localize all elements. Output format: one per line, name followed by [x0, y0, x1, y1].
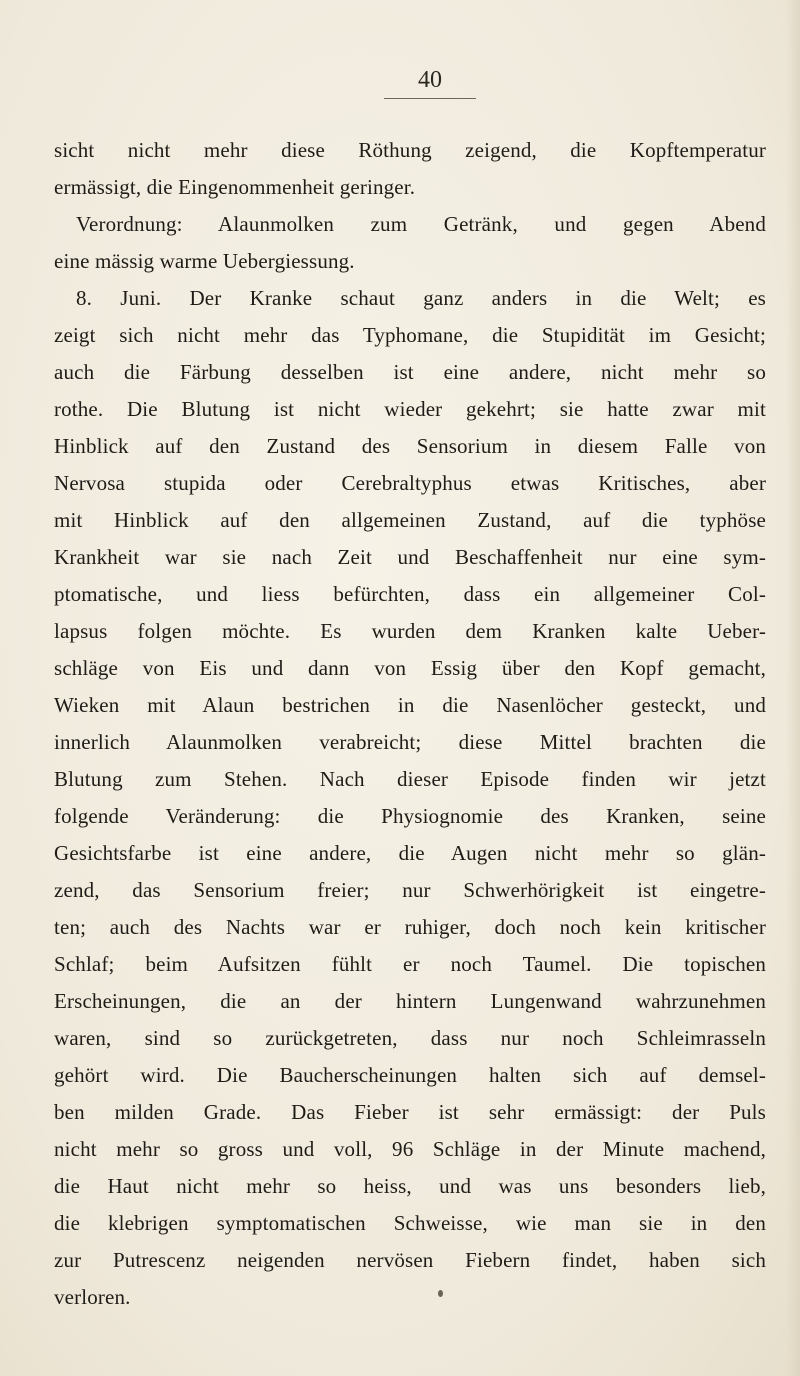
text-line: eine mässig warme Uebergiessung.	[54, 249, 355, 273]
text-line: die Haut nicht mehr so heiss, und was uns besonders lieb,	[54, 1174, 766, 1198]
text-line: Erscheinungen, die an der hintern Lungenwand wahrzunehmen	[54, 989, 766, 1013]
text-line: ptomatische, und liess befürchten, dass ein allgemeiner Col-	[54, 582, 766, 606]
text-line: innerlich Alaunmolken verabreicht; diese Mittel brachten die	[54, 730, 766, 754]
text-line: auch die Färbung desselben ist eine andere, nicht mehr so	[54, 360, 766, 384]
text-line: nicht mehr so gross und voll, 96 Schläge in der Minute machend,	[54, 1137, 766, 1161]
text-line: Gesichtsfarbe ist eine andere, die Augen nicht mehr so glän-	[54, 841, 766, 865]
text-line: Blutung zum Stehen. Nach dieser Episode finden wir jetzt	[54, 767, 766, 791]
text-line: sicht nicht mehr diese Röthung zeigend, die Kopftemperatur	[54, 138, 766, 162]
text-line: zend, das Sensorium freier; nur Schwerhörigkeit ist eingetre-	[54, 878, 766, 902]
text-line: ten; auch des Nachts war er ruhiger, doch noch kein kritischer	[54, 915, 766, 939]
text-line: rothe. Die Blutung ist nicht wieder gekehrt; sie hatte zwar mit	[54, 397, 766, 421]
page-number: 40	[418, 67, 442, 93]
text-line: mit Hinblick auf den allgemeinen Zustand, auf die typhöse	[54, 508, 766, 532]
text-line: zeigt sich nicht mehr das Typhomane, die Stupidität im Gesicht;	[54, 323, 766, 347]
text-line: waren, sind so zurückgetreten, dass nur noch Schleimrasseln	[54, 1026, 766, 1050]
text-line: verloren.	[54, 1285, 131, 1309]
text-line: Krankheit war sie nach Zeit und Beschaffenheit nur eine sym-	[54, 545, 766, 569]
body-text	[54, 132, 766, 1316]
text-line: ermässigt, die Eingenommenheit geringer.	[54, 175, 416, 199]
text-line: folgende Veränderung: die Physiognomie des Kranken, seine	[54, 804, 766, 828]
page-edge-shadow	[786, 0, 800, 1376]
text-line: zur Putrescenz neigenden nervösen Fiebern findet, haben sich	[54, 1248, 766, 1272]
text-line: die klebrigen symptomatischen Schweisse, wie man sie in den	[54, 1211, 766, 1235]
text-line: gehört wird. Die Baucherscheinungen halten sich auf demsel-	[54, 1063, 766, 1087]
ink-speck	[438, 1290, 443, 1297]
page-number-rule	[384, 98, 476, 99]
text-line: Hinblick auf den Zustand des Sensorium in diesem Falle von	[54, 434, 766, 458]
text-line: schläge von Eis und dann von Essig über den Kopf gemacht,	[54, 656, 766, 680]
text-line: 8. Juni. Der Kranke schaut ganz anders in die Welt; es	[76, 286, 766, 310]
text-line: ben milden Grade. Das Fieber ist sehr ermässigt: der Puls	[54, 1100, 766, 1124]
text-line: Verordnung: Alaunmolken zum Getränk, und gegen Abend	[76, 212, 766, 236]
text-line: Schlaf; beim Aufsitzen fühlt er noch Taumel. Die topischen	[54, 952, 766, 976]
text-line: lapsus folgen möchte. Es wurden dem Kranken kalte Ueber-	[54, 619, 766, 643]
text-line: Wieken mit Alaun bestrichen in die Nasenlöcher gesteckt, und	[54, 693, 766, 717]
text-line: Nervosa stupida oder Cerebraltyphus etwas Kritisches, aber	[54, 471, 766, 495]
